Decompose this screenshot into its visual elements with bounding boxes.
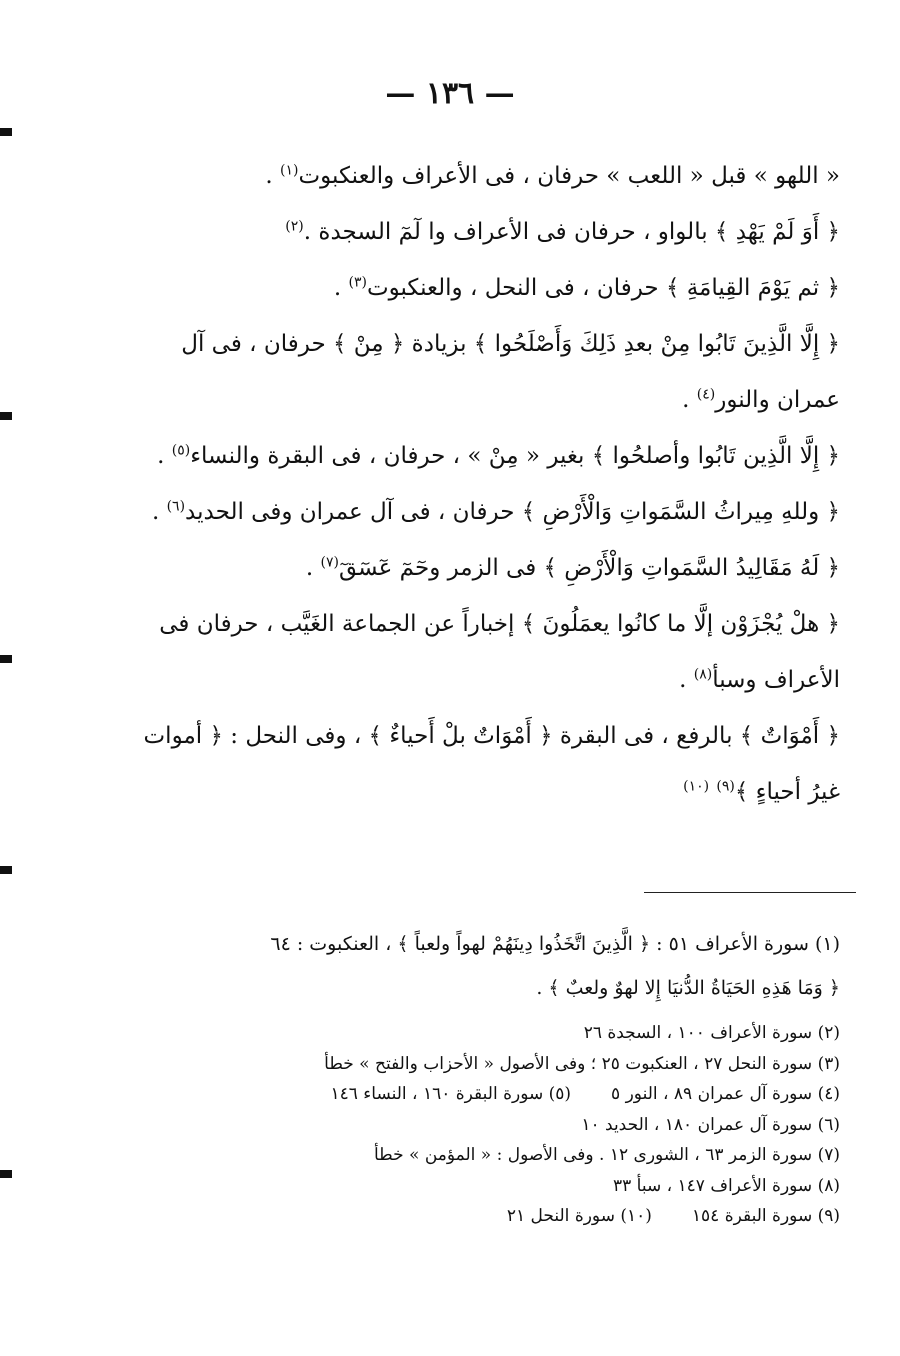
footnote-row-9-10 [160, 1201, 840, 1232]
footnote-ref-8: (٨) [693, 666, 713, 683]
paragraph-text: ﴿ ثم يَوْمَ القِيامَةِ ﴾ حرفان ، فى النحل ، والعنكبوت [366, 275, 840, 301]
scan-edge-mark [0, 412, 12, 420]
main-text [120, 148, 840, 820]
footnote-9: (٩) سورة البقرة ١٥٤ [691, 1206, 840, 1226]
paragraph-text: ﴿ إِلَّا الَّذِينَ تَابُوا مِنْ بعدِ ذَلِكَ وَأَصْلَحُوا ﴾ بزيادة ﴿ مِنْ ﴾ حرفان ، فى آل عمران والنور [181, 331, 840, 413]
footnote-2: (٢) سورة الأعراف ١٠٠ ، السجدة ٢٦ [583, 1023, 840, 1043]
footnote-ref-9: (٩) [716, 778, 735, 795]
footnote-divider [644, 892, 856, 893]
footnote-ref-7: (٧) [320, 554, 339, 571]
footnote-3: (٣) سورة النحل ٢٧ ، العنكبوت ٢٥ ؛ وفى الأصول « الأحزاب والفتح » خطأ [324, 1053, 840, 1074]
paragraph-1: « اللهو » قبل « اللعب » حرفان ، فى الأعراف والعنكبوت$^{(١)}$ . [265, 162, 840, 189]
scan-edge-mark [0, 866, 12, 874]
paragraph-3: ﴿ ثم يَوْمَ القِيامَةِ ﴾ حرفان ، فى النحل ، والعنكبوت$^{(٣)}$ . [333, 274, 840, 301]
footnote-6: (٦) سورة آل عمران ١٨٠ ، الحديد ١٠ [581, 1114, 840, 1135]
paragraph-text: « اللهو » قبل « اللعب » حرفان ، فى الأعراف والعنكبوت [298, 163, 840, 189]
footnote-4: (٤) سورة آل عمران ٨٩ ، النور ٥ [611, 1084, 840, 1104]
scan-edge-mark [0, 128, 12, 136]
paragraph-text: ﴿ وللهِ مِيراثُ السَّمَواتِ وَالْأَرْضِ ﴾ حرفان ، فى آل عمران وفى الحديد [185, 499, 840, 525]
footnote-ref-3: (٣) [348, 274, 367, 291]
footnote-8: (٨) سورة الأعراف ١٤٧ ، سبأ ٣٣ [613, 1175, 840, 1196]
footnote-7: (٧) سورة الزمر ٦٣ ، الشورى ١٢ . وفى الأصول : « المؤمن » خطأ [373, 1145, 840, 1165]
paragraph-5: ﴿ إِلَّا الَّذِين تَابُوا وأصلحُوا ﴾ بغير « مِنْ » ، حرفان ، فى البقرة والنساء$^{(٥)}$ . [157, 442, 840, 469]
paragraph-2 [120, 204, 840, 260]
footnote-ref-5: (٥) [171, 442, 191, 459]
footnote-1-continued: ﴿ وَمَا هَذِهِ الحَيَاةُ الدُّنيَا إِلا لهوٌ ولعبٌ ﴾ . [536, 977, 840, 999]
footnote-ref-1: (١) [280, 162, 299, 179]
paragraph-text: ﴿ هلْ يُجْزَوْن إلَّا ما كانُوا يعمَلُونَ ﴾ إخباراً عن الجماعة الغَيَّب ، حرفان فى الأعراف وسبأ [159, 611, 840, 693]
scan-edge-mark [0, 655, 12, 663]
paragraph-7: ﴿ لَهُ مَقَالِيدُ السَّمَواتِ وَالْأَرْضِ ﴾ فى الزمر وحٓمٓ عٓسٓقٓ$^{(٧)}$ . [305, 554, 840, 581]
footnote-10: (١٠) سورة النحل ٢١ [506, 1206, 652, 1226]
paragraph-text: ﴿ أَمْوَاتٌ ﴾ بالرفع ، فى البقرة ﴿ أَمْوَاتٌ بلْ أَحياءٌ ﴾ ، وفى النحل : ﴿ أموات غيرُ أحياءٍ ﴾ [143, 723, 840, 805]
footnote-ref-4: (٤) [696, 386, 716, 403]
paragraph-4: ﴿ إِلَّا الَّذِينَ تَابُوا مِنْ بعدِ ذَلِكَ وَأَصْلَحُوا ﴾ بزيادة ﴿ مِنْ ﴾ حرفان ، فى آل عمران والنور$^{(٤)}$ . [181, 331, 840, 413]
paragraph-9 [120, 708, 840, 820]
paragraph-text: ﴿ إِلَّا الَّذِين تَابُوا وأصلحُوا ﴾ بغير « مِنْ » ، حرفان ، فى البقرة والنساء [190, 443, 840, 469]
scan-edge-mark [0, 1170, 12, 1178]
footnote-ref-10: (١٠) [683, 778, 710, 795]
paragraph-8: ﴿ هلْ يُجْزَوْن إلَّا ما كانُوا يعمَلُونَ ﴾ إخباراً عن الجماعة الغَيَّب ، حرفان فى الأعراف وسبأ$^{(٨)}$ . [159, 611, 840, 693]
footnote-5: (٥) سورة البقرة ١٦٠ ، النساء ١٤٦ [330, 1084, 572, 1104]
paragraph-text: ﴿ أَوَ لَمْ يَهْدِ ﴾ بالواو ، حرفان فى الأعراف وا لٓمٓ السجدة . [303, 219, 840, 245]
footnote-row-4-5 [160, 1079, 840, 1110]
paragraph-text: ﴿ لَهُ مَقَالِيدُ السَّمَواتِ وَالْأَرْضِ ﴾ فى الزمر وحٓمٓ عٓسٓقٓ [338, 555, 840, 581]
footnote-ref-2: (٢) [285, 218, 304, 235]
footnotes [160, 922, 840, 1232]
footnote-1: (١) سورة الأعراف ٥١ : ﴿ الَّذِينَ اتَّخَذُوا دِينَهُمْ لهواً ولعباً ﴾ ، العنكبوت : ٦٤ [270, 933, 840, 955]
paragraph-6: ﴿ وللهِ مِيراثُ السَّمَواتِ وَالْأَرْضِ ﴾ حرفان ، فى آل عمران وفى الحديد$^{(٦)}$ . [151, 498, 840, 525]
footnote-ref-6: (٦) [166, 498, 186, 515]
page-number: — ١٣٦ — [385, 76, 515, 111]
